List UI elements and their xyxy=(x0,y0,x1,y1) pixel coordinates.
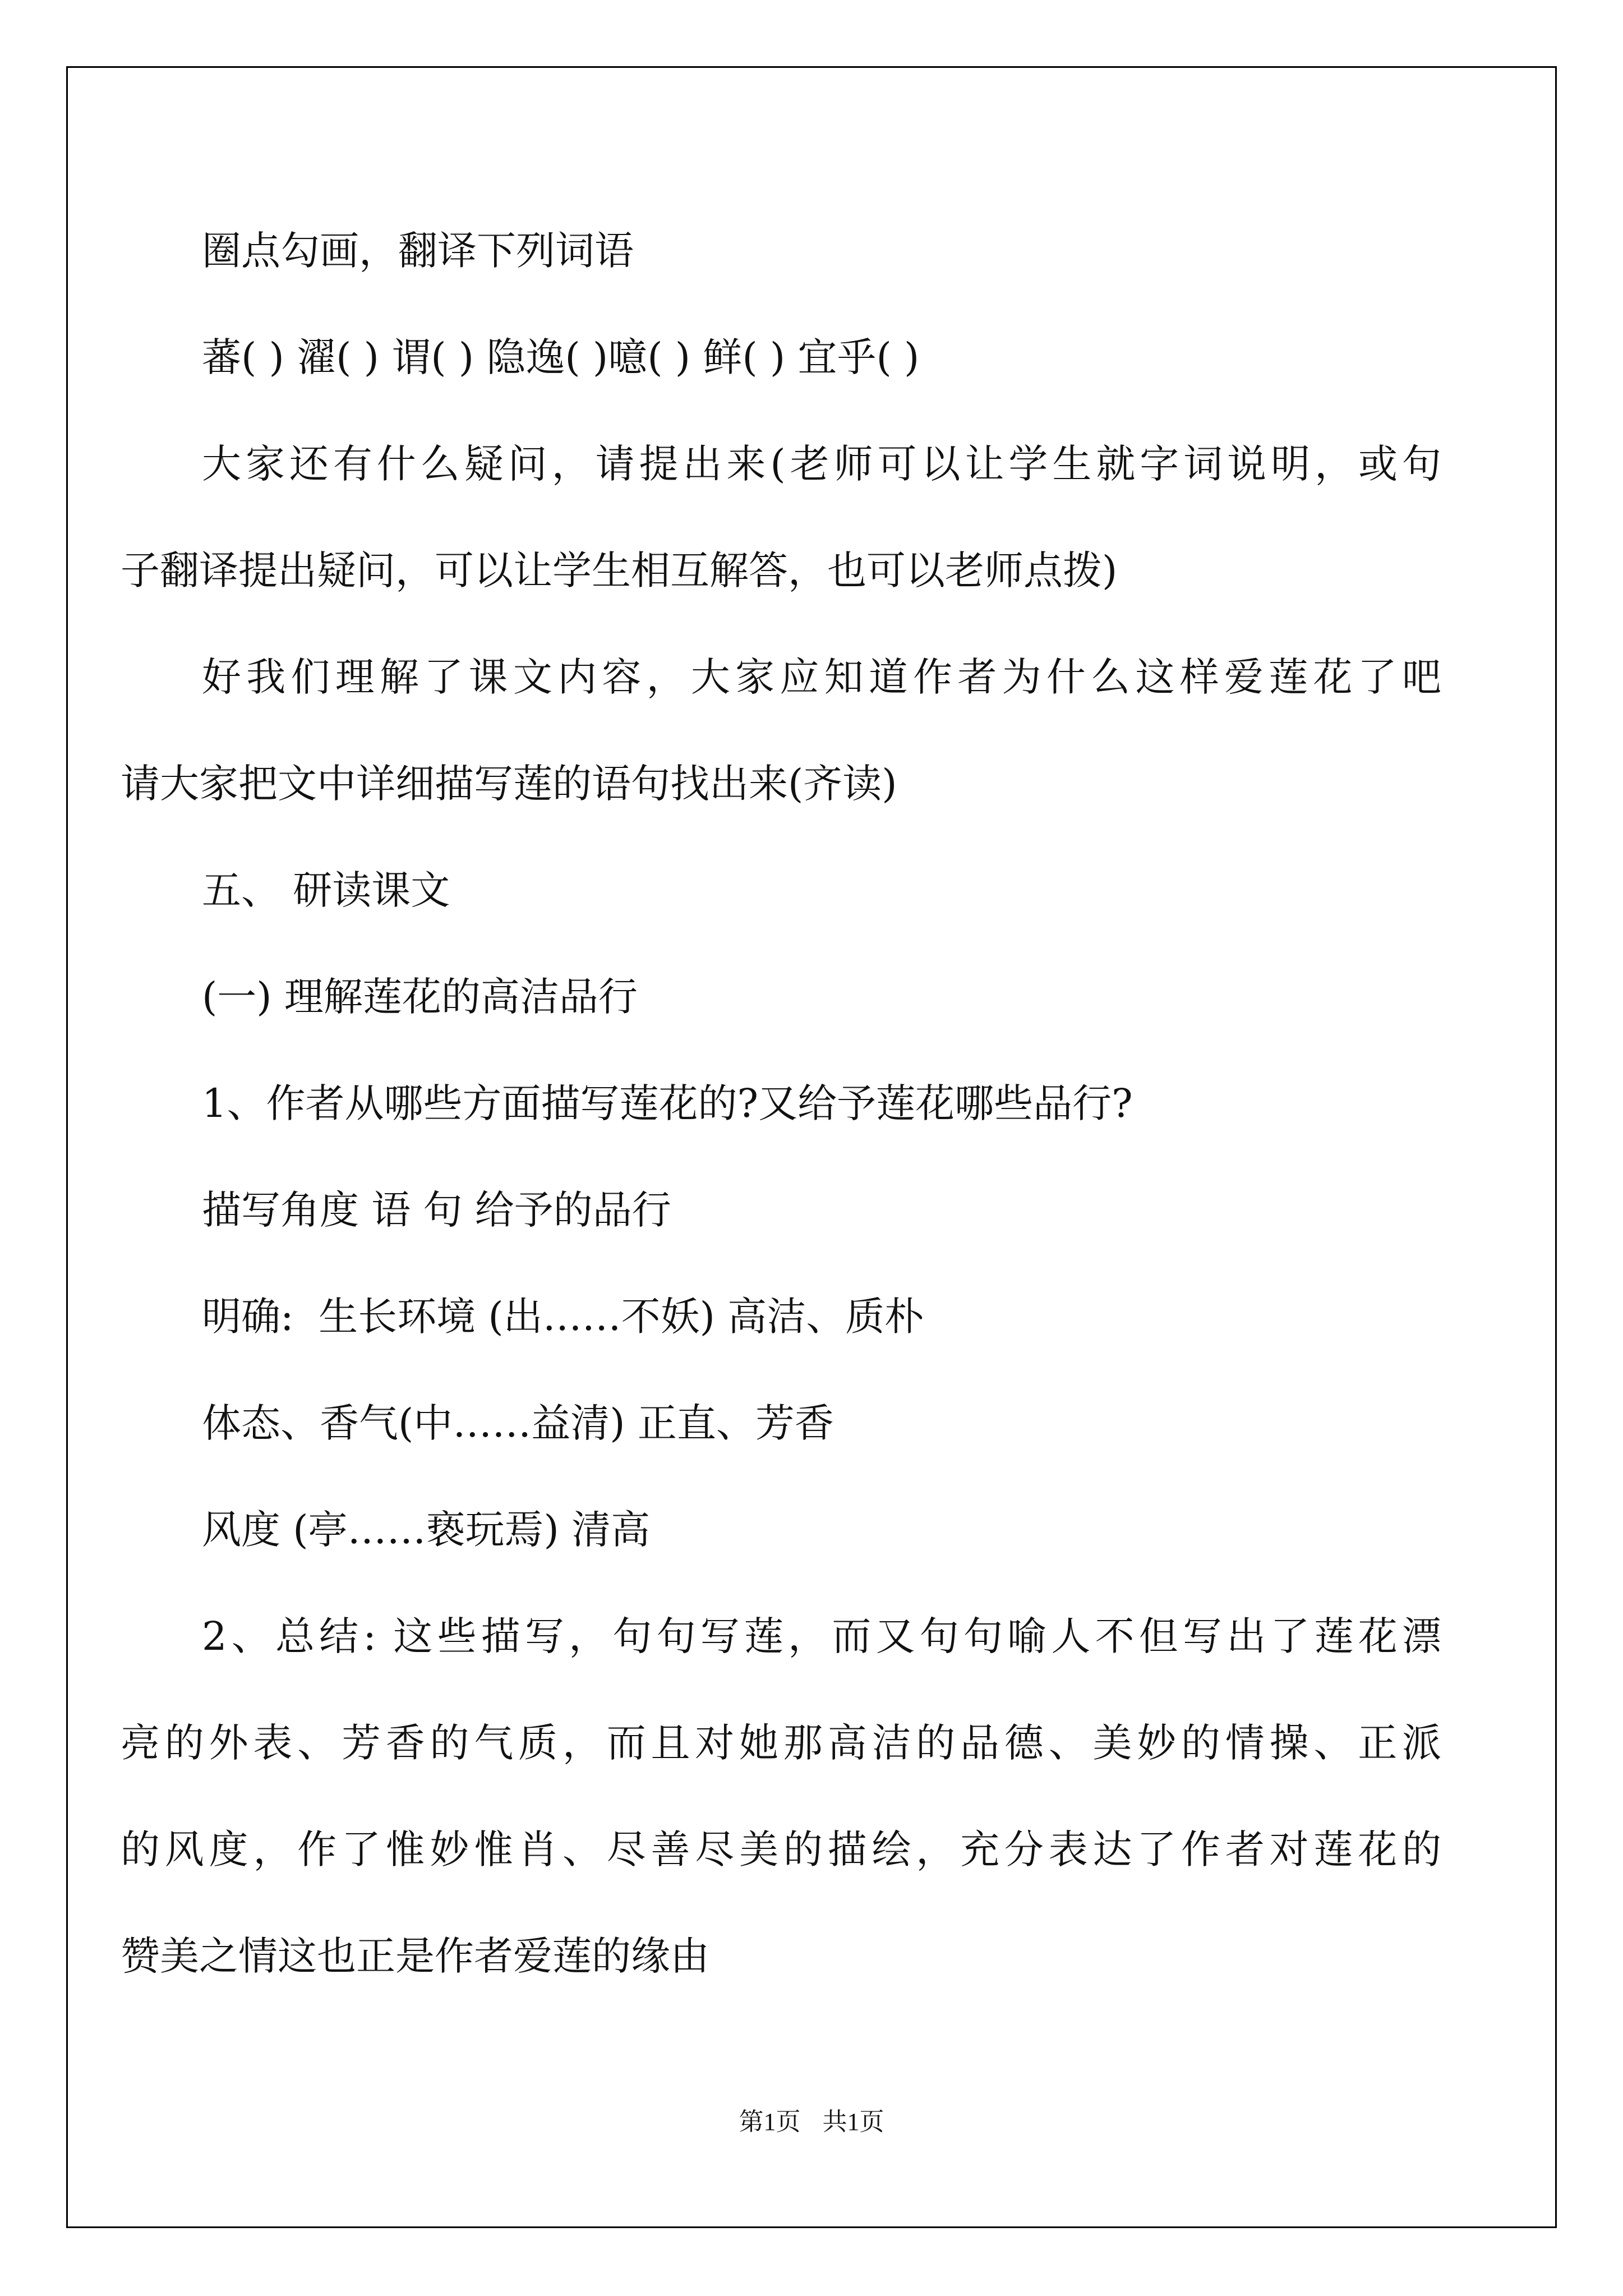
page-number: 第1页 xyxy=(739,2108,801,2136)
page-total: 共1页 xyxy=(822,2108,884,2136)
text-line-2: 蕃( ) 濯( ) 谓( ) 隐逸( )噫( ) 鲜( ) 宜乎( ) xyxy=(202,334,920,380)
text-line-4: 子翻译提出疑问，可以让学生相互解答，也可以老师点拨) xyxy=(121,547,1118,593)
text-line-5: 好我们理解了课文内容，大家应知道作者为什么这样爱莲花了吧 xyxy=(202,654,1441,700)
table-header-line: 描写角度 语 句 给予的品行 xyxy=(202,1187,671,1233)
text-line-3: 大家还有什么疑问，请提出来(老师可以让学生就字词说明，或句 xyxy=(202,441,1441,487)
page-footer xyxy=(0,2101,1623,2137)
subsection-heading: (一) 理解莲花的高洁品行 xyxy=(202,974,638,1020)
summary-line-4: 赞美之情这也正是作者爱莲的缘由 xyxy=(121,1933,709,1979)
summary-line-2: 亮的外表、芳香的气质，而且对她那高洁的品德、美妙的情操、正派 xyxy=(121,1720,1441,1766)
question-line: 1、作者从哪些方面描写莲花的?又给予莲花哪些品行? xyxy=(202,1080,1133,1126)
text-line-6: 请大家把文中详细描写莲的语句找出来(齐读) xyxy=(121,761,897,807)
summary-line-3: 的风度，作了惟妙惟肖、尽善尽美的描绘，充分表达了作者对莲花的 xyxy=(121,1826,1441,1872)
answer-line-2: 体态、香气(中……益清) 正直、芳香 xyxy=(202,1400,834,1446)
section-heading: 五、 研读课文 xyxy=(202,867,450,913)
answer-line-1: 明确: 生长环境 (出……不妖) 高洁、质朴 xyxy=(202,1294,924,1340)
summary-line-1: 2、总结: 这些描写，句句写莲，而又句句喻人不但写出了莲花漂 xyxy=(202,1613,1441,1659)
text-line-1: 圈点勾画，翻译下列词语 xyxy=(202,228,634,274)
answer-line-3: 风度 (亭……亵玩焉) 清高 xyxy=(202,1507,651,1553)
page-border xyxy=(66,66,1557,2228)
